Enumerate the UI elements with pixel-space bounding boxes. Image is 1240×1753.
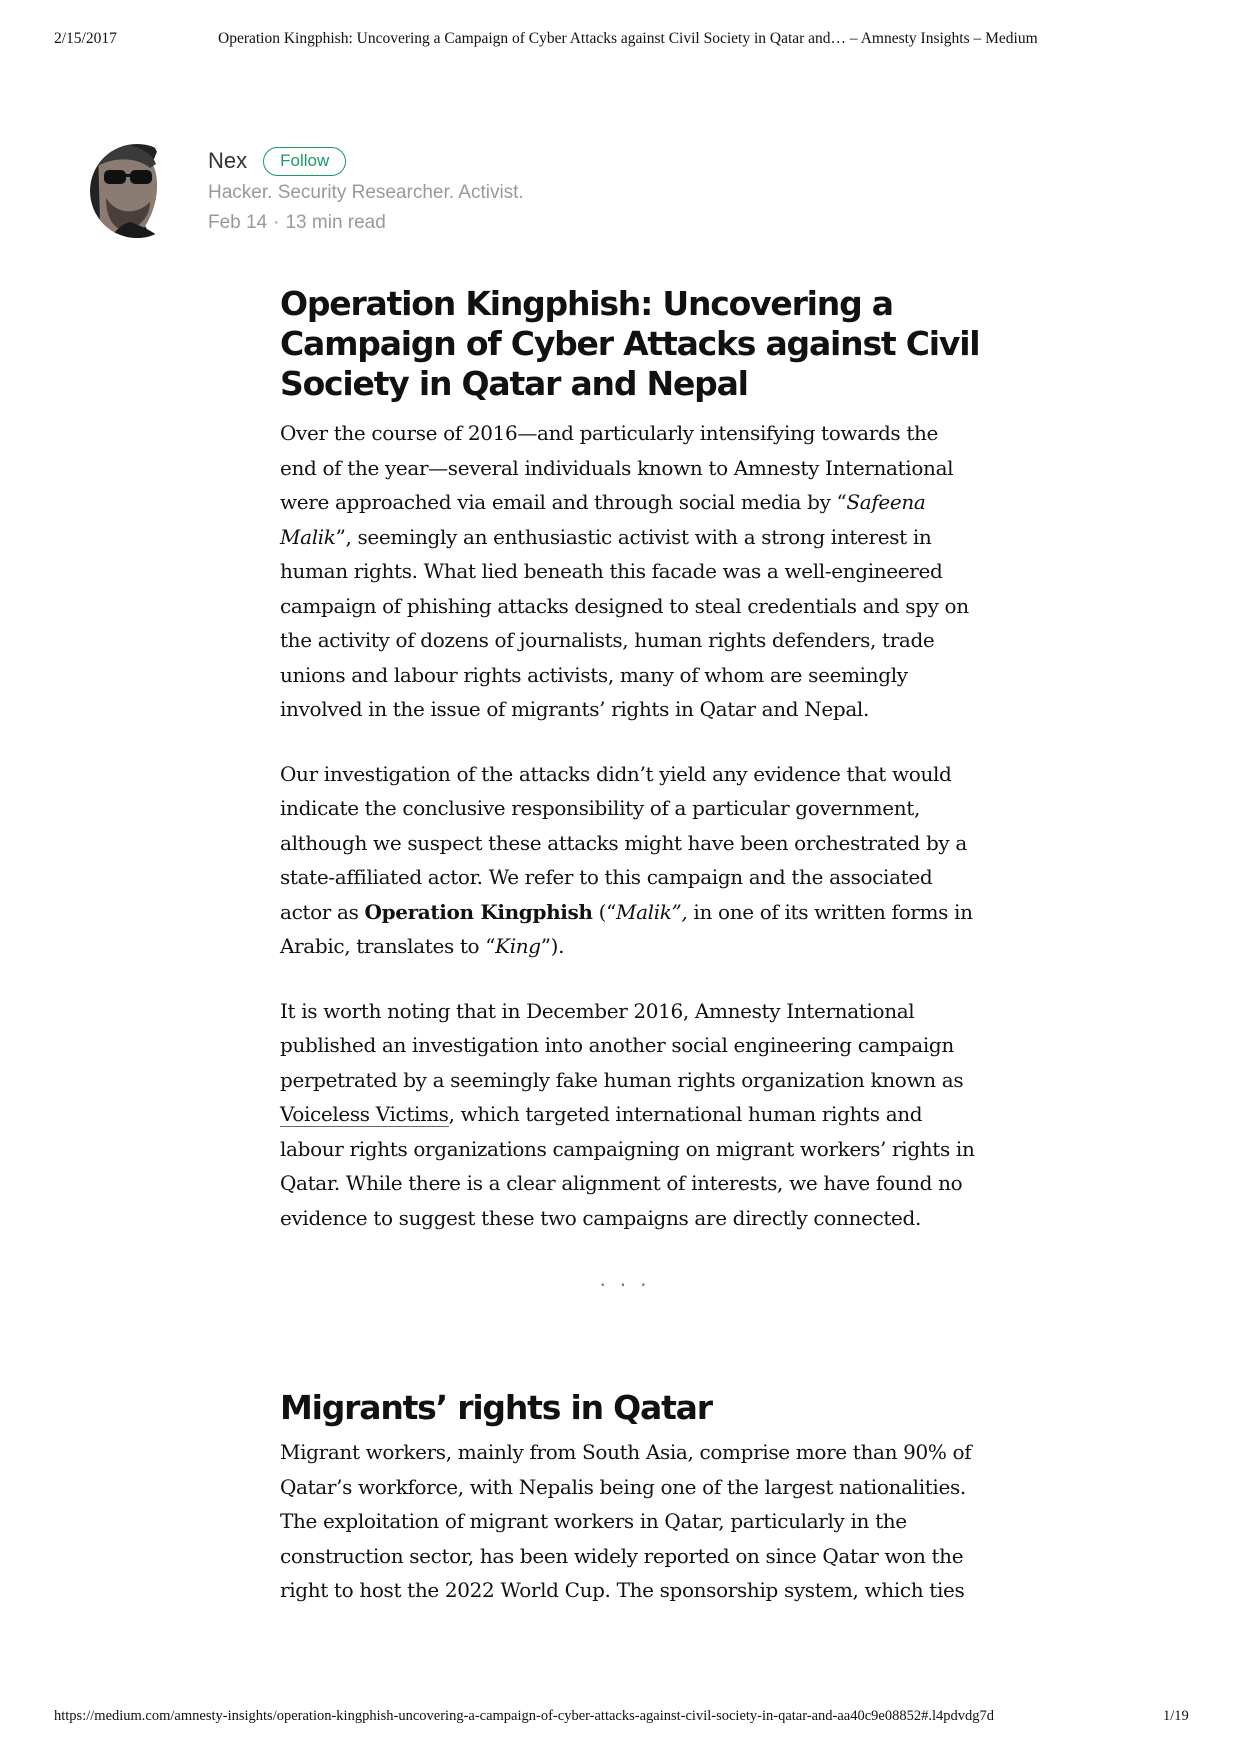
author-name-row [208,146,524,176]
text-run: , which targeted international human rights and labour rights organizations campaigning on migrant workers’ rights in Qatar. While there is a clear alignment of interests, we have found no evidence to suggest these two campaigns are directly connected. [280,1102,975,1230]
paragraph-context [280,994,980,1236]
article-body [280,284,980,1608]
read-time: 13 min read [285,212,386,233]
meta-separator: · [273,212,280,233]
avatar-image [90,144,184,238]
follow-button[interactable]: Follow [263,147,346,176]
text-run: ”, seemingly an enthusiastic activist with a strong interest in human rights. What lied beneath this facade was a well-engineered campaign of phishing attacks designed to steal credentials and spy on the activity of dozens of journalists, human rights defenders, trade unions and labour rights activists, many of whom are seemingly involved in the issue of migrants’ rights in Qatar and Nepal. [280,524,969,721]
section-heading: Migrants’ rights in Qatar [280,1388,712,1427]
print-date: 2/15/2017 [54,30,117,47]
paragraph-intro [280,416,980,727]
strong-text: Operation Kingphish [364,899,593,924]
post-date[interactable]: Feb 14 [208,212,268,233]
text-run: ”). [540,934,565,958]
text-run: Over the course of 2016—and particularly intensifying towards the end of the year—several individuals known to Amnesty International were approached via email and through social media by “ [280,421,954,514]
emphasis: Safeena Malik [280,490,926,549]
author-name[interactable]: Nex [208,148,248,173]
paragraph-migrants: Migrant workers, mainly from South Asia, comprise more than 90% of Qatar’s workforce, with Nepalis being one of the largest nationalities. The exploitation of migrant workers in Qatar, particularly in the construction sector, has been widely reported on since Qatar won the right to host the 2022 World Cup. The sponsorship system, which ties [280,1440,972,1602]
text-run: Our investigation of the attacks didn’t yield any evidence that would indicate the conclusive responsibility of a particular government, although we suspect these attacks might have been orchestrated by a state-affiliated actor. We refer to this campaign and the associated actor as [280,761,967,924]
text-run: It is worth noting that in December 2016, Amnesty International published an investigation into another social engineering campaign perpetrated by a seemingly fake human rights organization known as [280,998,964,1092]
print-page-title: Operation Kingphish: Uncovering a Campaign of Cyber Attacks against Civil Society in Qatar and… – Amnesty Insights – Medium [218,30,1038,47]
text-run: in one of its written forms in Arabic, translates to “ [280,899,973,958]
print-url: https://medium.com/amnesty-insights/operation-kingphish-uncovering-a-campaign-of-cyber-attacks-against-civil-society-in-qatar-and-aa40c9e08852#.l4pdvdg7d [54,1708,995,1724]
text-run: (“ [592,899,616,924]
author-block [90,144,790,244]
post-meta [208,210,524,236]
emphasis: King [495,934,541,958]
avatar[interactable] [90,144,184,238]
author-bio: Hacker. Security Researcher. Activist. [208,182,524,203]
page-number: 1/19 [1163,1708,1189,1724]
voiceless-victims-link[interactable]: Voiceless Victims [280,1102,449,1126]
paragraph-investigation [280,757,980,964]
section-divider: ··· [599,1273,661,1297]
author-info [208,146,524,236]
emphasis: Malik”, [615,899,688,924]
article-title: Operation Kingphish: Uncovering a Campaign of Cyber Attacks against Civil Society in Qatar and Nepal [280,284,980,403]
